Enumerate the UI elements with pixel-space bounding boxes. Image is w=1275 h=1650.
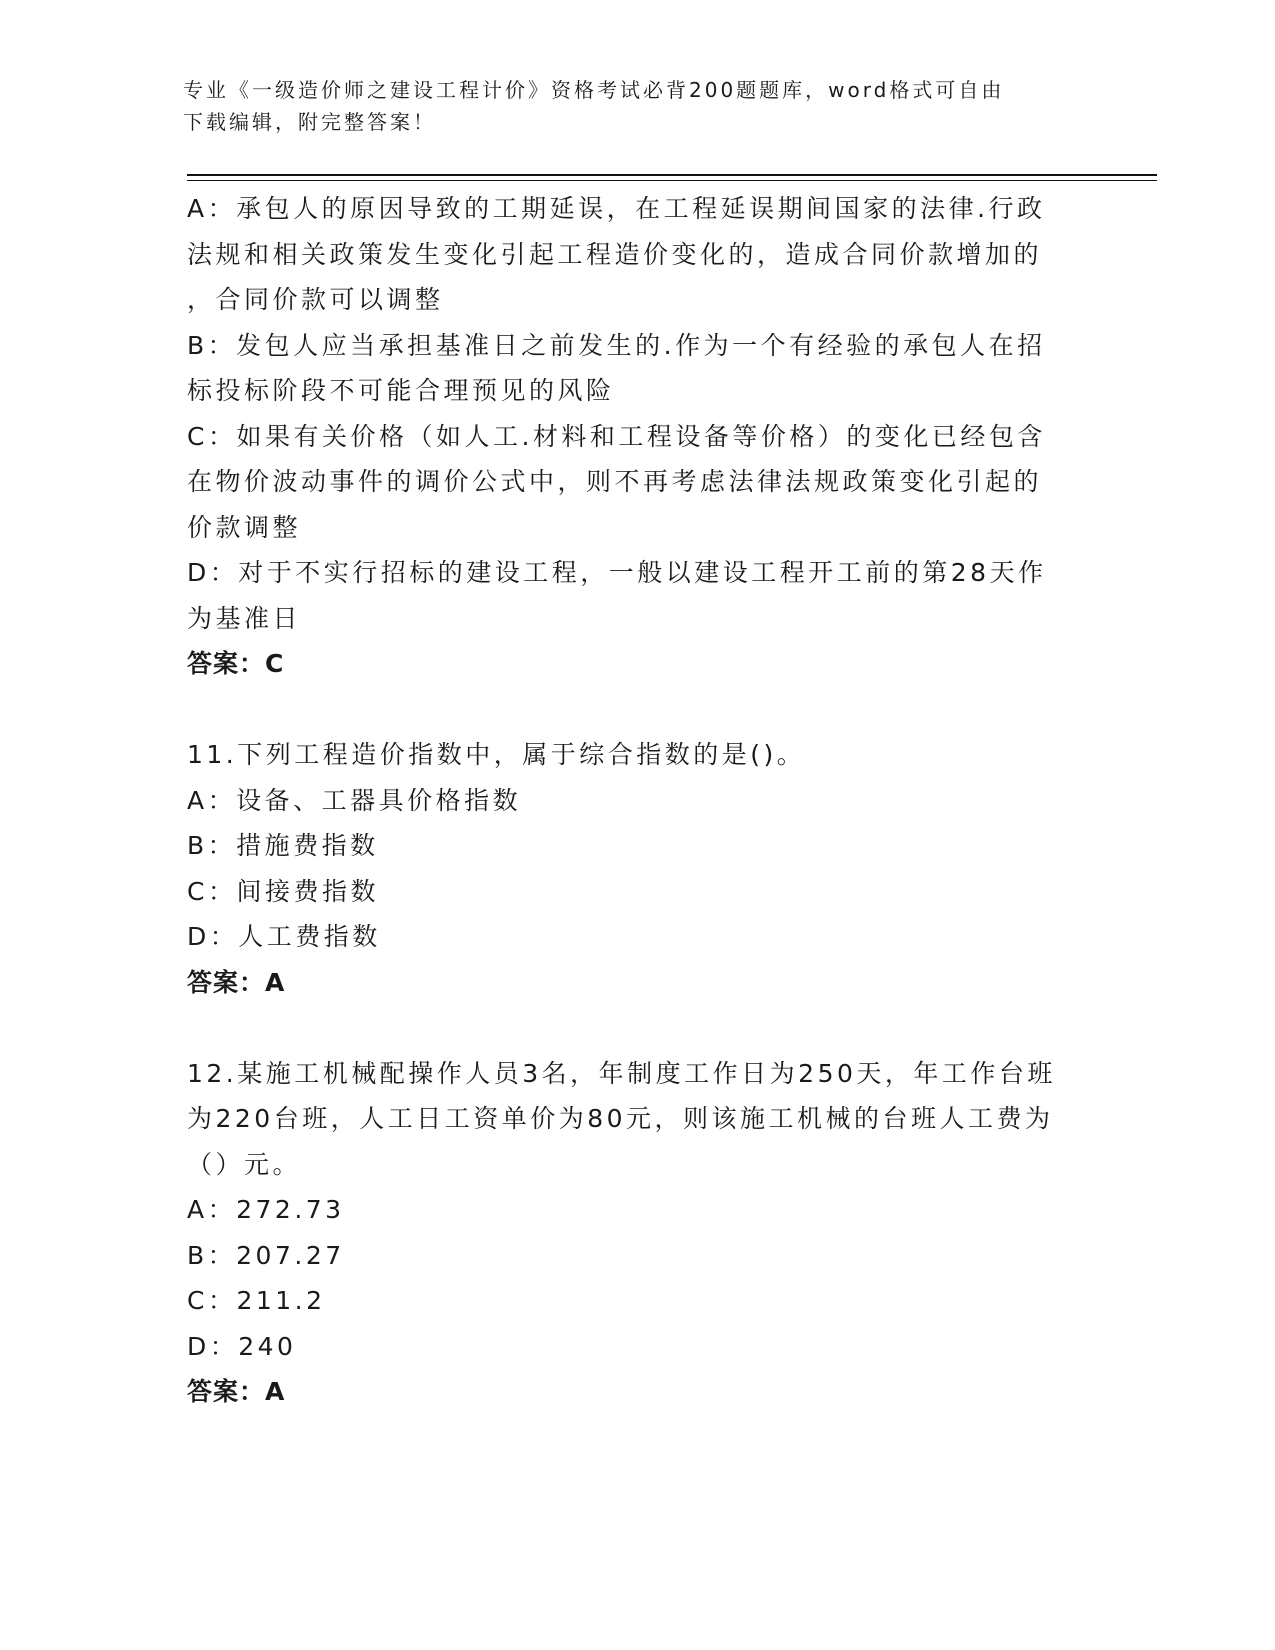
document-header <box>183 74 1083 138</box>
header-divider-thick <box>187 174 1157 176</box>
q12-stem-line-3: （）元。 <box>187 1149 302 1179</box>
q12-option-a: A：272.73 <box>187 1195 345 1224</box>
q11-option-c: C：间接费指数 <box>187 876 379 906</box>
q10-option-c-line-3: 价款调整 <box>187 512 302 542</box>
q10-option-d-line-2: 为基准日 <box>187 603 302 633</box>
q10-option-a <box>187 186 1087 323</box>
q12-option-d: D：240 <box>187 1331 297 1361</box>
q10-option-a-line-1: A：承包人的原因导致的工期延误，在工程延误期间国家的法律.行政 <box>187 194 1046 223</box>
question-11 <box>187 732 1087 1005</box>
q12-answer: 答案：A <box>187 1377 286 1406</box>
header-line-2: 下载编辑，附完整答案！ <box>183 110 436 134</box>
q10-option-b-line-2: 标投标阶段不可能合理预见的风险 <box>187 376 615 405</box>
q10-option-c-line-1: C：如果有关价格（如人工.材料和工程设备等价格）的变化已经包含 <box>187 421 1046 451</box>
q10-option-c-line-2: 在物价波动事件的调价公式中，则不再考虑法律法规政策变化引起的 <box>187 467 1043 496</box>
q10-option-b-line-1: B：发包人应当承担基准日之前发生的.作为一个有经验的承包人在招 <box>187 330 1046 360</box>
q12-option-c: C：211.2 <box>187 1286 326 1315</box>
q12-stem-line-1: 12.某施工机械配操作人员3名，年制度工作日为250天，年工作台班 <box>187 1058 1056 1088</box>
q10-option-a-line-2: 法规和相关政策发生变化引起工程造价变化的，造成合同价款增加的 <box>187 239 1043 269</box>
q10-option-a-line-3: ，合同价款可以调整 <box>187 285 444 314</box>
q11-option-a: A：设备、工器具价格指数 <box>187 785 522 815</box>
q11-option-d: D：人工费指数 <box>187 922 381 951</box>
q11-answer: 答案：A <box>187 967 286 997</box>
question-10 <box>187 186 1087 687</box>
q10-option-c <box>187 414 1087 551</box>
q10-option-b <box>187 323 1087 414</box>
q10-option-d-line-1: D：对于不实行招标的建设工程，一般以建设工程开工前的第28天作 <box>187 558 1047 587</box>
q11-option-b: B：措施费指数 <box>187 831 379 860</box>
q10-option-d <box>187 550 1087 641</box>
question-12 <box>187 1051 1087 1415</box>
q10-answer: 答案：C <box>187 649 285 678</box>
question-content <box>187 186 1087 1415</box>
header-line-1: 专业《一级造价师之建设工程计价》资格考试必背200题题库，word格式可自由 <box>183 78 1005 102</box>
q12-option-b: B：207.27 <box>187 1240 345 1270</box>
q11-stem: 11.下列工程造价指数中，属于综合指数的是()。 <box>187 740 806 769</box>
q12-stem-line-2: 为220台班，人工日工资单价为80元，则该施工机械的台班人工费为 <box>187 1104 1054 1133</box>
header-divider-thin <box>187 180 1157 181</box>
spacer <box>187 1005 1087 1051</box>
spacer <box>187 687 1087 733</box>
